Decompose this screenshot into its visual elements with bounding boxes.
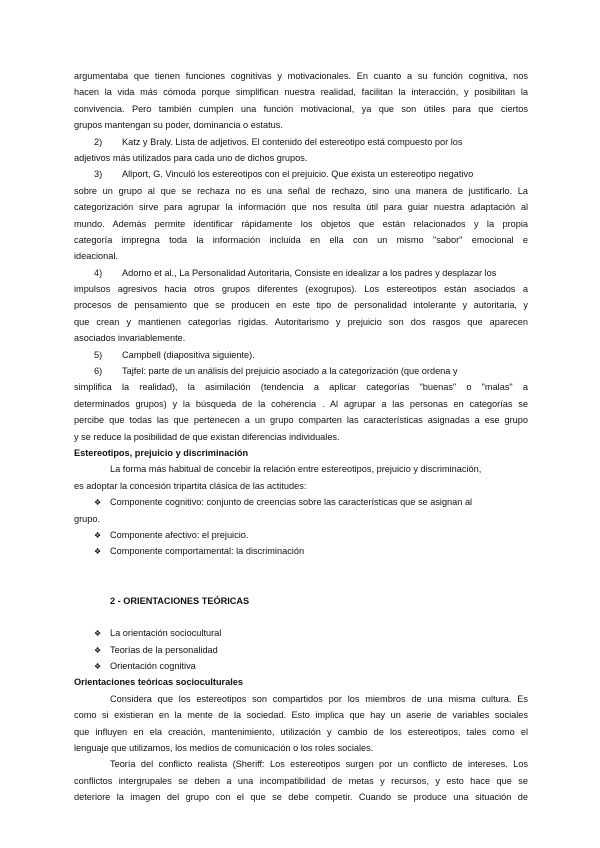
text-line: sobre un grupo al que se rechaza no es una señal de rechazo, sino una manera de justificarlo. La (74, 185, 528, 196)
section-heading: Estereotipos, prejuicio y discriminación (74, 447, 249, 458)
text-line: grupo. (74, 513, 101, 524)
bullet-item (74, 625, 528, 641)
text-line: como si existieran en la mente de la sociedad. Esto implica que hay un aserie de variables sociales (74, 710, 528, 721)
bullet-item (74, 527, 528, 543)
text-line: Considera que los estereotipos son compartidos por los miembros de una misma cultura. Es (110, 693, 528, 704)
bullet-diamond-icon: ❖ (94, 645, 102, 655)
text-line: lenguaje que utilizamos, los medios de comunicación o los roles sociales. (74, 743, 374, 754)
spacer (74, 576, 528, 592)
spacer (74, 560, 528, 576)
text-line: Componente cognitivo: conjunto de creencias sobre las características que se asignan al (110, 497, 473, 508)
item-number: 4) (94, 267, 103, 278)
numbered-item (74, 134, 528, 150)
bullet-diamond-icon: ❖ (94, 498, 102, 508)
bullet-item (74, 494, 528, 510)
text-line: convivencia. Pero también cumplen una función motivacional, ya que son útiles para que ciertos (74, 103, 528, 114)
text-line: es adoptar la concesión tripartita clásica de las actitudes: (74, 480, 307, 491)
numbered-item (74, 265, 528, 281)
text-line: Allport, G. Vinculó los estereotipos con el prejuicio. Que exista un estereotipo negativo (122, 169, 474, 180)
numbered-item (74, 166, 528, 182)
spacer (74, 609, 528, 625)
text-line: procesos de pensamiento que se producen en este tipo de personalidad intolerante y autoritaria, y (74, 300, 528, 311)
numbered-item (74, 347, 528, 363)
text-line: ideacional. (74, 251, 118, 262)
text-line: simplifica la realidad), la asimilación (tendencia a aplicar categorías "buenas" o "malas" a (74, 382, 528, 393)
text-line: Teoría del conflicto realista (Sheriff: Los estereotipos surgen por un conflicto de intereses. Los (110, 759, 528, 770)
item-number: 2) (94, 136, 103, 147)
text-line: Tajfel: parte de un análisis del prejuicio asociado a la categorización (que ordena y (122, 366, 458, 377)
text-line: Adorno et al., La Personalidad Autoritaria, Consiste en idealizar a los padres y desplazar los (122, 267, 497, 278)
text-line: determinados grupos) y la búsqueda de la coherencia . Al agrupar a las personas en categorías se (74, 398, 528, 409)
text-line: impulsos agresivos hacia otros grupos diferentes (exogrupos). Los estereotipos están asociados a (74, 284, 528, 295)
text-line: mundo. Además permite identificar rápidamente los objetos que están relacionados y la propia (74, 218, 528, 229)
text-line: Campbell (diapositiva siguiente). (122, 349, 255, 360)
text-line: La orientación sociocultural (110, 628, 222, 639)
text-line: Orientación cognitiva (110, 661, 196, 672)
item-number: 6) (94, 366, 103, 377)
text-line: conflictos intergrupales se deben a una incompatibilidad de metas y recursos, y esto hace que se (74, 775, 528, 786)
text-line: que crean y mantienen categorías rígidas. Autoritarismo y prejuicio son dos rasgos que aparecen (74, 316, 528, 327)
item-number: 5) (94, 349, 103, 360)
text-line: percibe que todas las que pertenecen a un grupo comparten las características asignadas a ese grupo (74, 415, 528, 426)
item-number: 3) (94, 169, 103, 180)
bullet-diamond-icon: ❖ (94, 547, 102, 557)
text-body (74, 68, 528, 806)
text-line: deteriore la imagen del grupo con el que se debe competir. Cuando se produce una situación de (74, 792, 528, 803)
text-line: Componente comportamental: la discriminación (110, 546, 305, 557)
section-heading: Orientaciones teóricas socioculturales (74, 677, 244, 688)
bullet-item (74, 658, 528, 674)
text-line: argumentaba que tienen funciones cognitivas y motivacionales. En cuanto a su función cognitiva, nos (74, 71, 528, 81)
bullet-diamond-icon: ❖ (94, 662, 102, 672)
bullet-diamond-icon: ❖ (94, 629, 102, 639)
text-line: categoría impregna toda la información incluida en ella con un mismo "sabor" emocional e (74, 234, 528, 245)
text-line: Componente afectivo: el prejuicio. (110, 529, 249, 540)
text-line: adjetivos más utilizados para cada uno de dichos grupos. (74, 152, 308, 163)
text-line: categorización sirve para agrupar la información que nos resulta útil para guiar nuestra adaptación al (74, 202, 528, 213)
bullet-item (74, 642, 528, 658)
text-line: grupos mantengan su poder, dominancia o estatus. (74, 120, 283, 131)
text-line: y se reduce la posibilidad de que existan diferencias individuales. (74, 431, 340, 442)
bullet-item (74, 543, 528, 559)
text-line: Teorías de la personalidad (110, 644, 218, 655)
text-line: hacen la vida más cómoda porque simplifican nuestra realidad, facilitan la interacción, y posibilitan la (74, 87, 528, 98)
text-line: asociados invariablemente. (74, 333, 186, 344)
text-line: La forma más habitual de concebir la relación entre estereotipos, prejuicio y discriminación, (110, 464, 482, 475)
text-line: que influyen en ela creación, mantenimiento, utilización y cambio de los estereotipos, tales como el (74, 726, 528, 737)
text-line: Katz y Braly. Lista de adjetivos. El contenido del estereotipo está compuesto por los (122, 136, 463, 147)
bullet-diamond-icon: ❖ (94, 530, 102, 540)
numbered-item (74, 363, 528, 379)
chapter-heading: 2 - ORIENTACIONES TEÓRICAS (110, 595, 250, 606)
